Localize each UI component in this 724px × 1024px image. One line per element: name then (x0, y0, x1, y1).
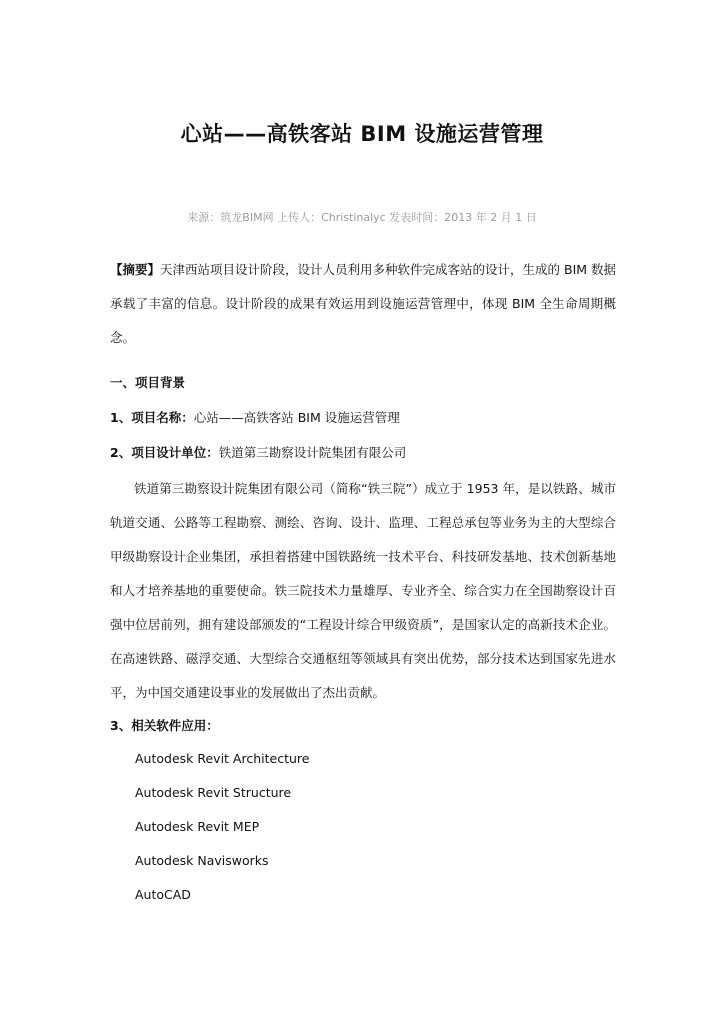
abstract-label: 【摘要】 (110, 262, 161, 277)
software-heading-item (110, 716, 219, 734)
item-value: 心站——高铁客站 BIM 设施运营管理 (193, 410, 400, 425)
item-label: 项目名称： (131, 410, 194, 425)
company-description-paragraph: 铁道第三勘察设计院集团有限公司（简称“铁三院”）成立于 1953 年，是以铁路、城市轨道交通、公路等工程勘察、测绘、咨询、设计、监理、工程总承包等业务为主的大型综合甲级勘察设计企业集团，承担着搭建中国铁路统一技术平台、科技研发基地、技术创新基地和人才培养基地的重要使命。铁三院技术力量雄厚、专业齐全、综合实力在全国勘察设计百强中位居前列，拥有建设部颁发的“工程设计综合甲级资质”，是国家认定的高新技术企业。在高速铁路、磁浮交通、大型综合交通枢纽等领域具有突出优势，部分技术达到国家先进水平，为中国交通建设事业的发展做出了杰出贡献。 (110, 481, 616, 700)
abstract-paragraph (110, 253, 616, 355)
section-heading-background: 一、项目背景 (110, 375, 186, 390)
item-label: 项目设计单位： (131, 445, 219, 460)
list-item: Autodesk Revit Architecture (135, 751, 310, 766)
abstract-text: 天津西站项目设计阶段，设计人员利用多种软件完成客站的设计，生成的 BIM 数据承载了丰富的信息。设计阶段的成果有效运用到设施运营管理中，体现 BIM 全生命周期概念。 (110, 262, 617, 345)
list-item: Autodesk Revit MEP (135, 819, 260, 834)
list-item: Autodesk Revit Structure (135, 785, 292, 800)
design-unit-item (110, 443, 406, 461)
item-number: 1、 (110, 410, 132, 425)
list-item: Autodesk Navisworks (135, 853, 269, 868)
item-label: 相关软件应用： (131, 718, 219, 733)
list-item: AutoCAD (135, 887, 191, 902)
source-meta-line: 来源：筑龙BIM网 上传人：Christinalyc 发表时间：2013 年 2 月 1 日 (187, 211, 537, 224)
project-name-item (110, 408, 400, 426)
item-number: 3、 (110, 718, 132, 733)
item-number: 2、 (110, 445, 132, 460)
software-list (135, 742, 309, 912)
item-value: 铁道第三勘察设计院集团有限公司 (218, 445, 407, 460)
page-title: 心站——高铁客站 BIM 设施运营管理 (180, 122, 544, 146)
